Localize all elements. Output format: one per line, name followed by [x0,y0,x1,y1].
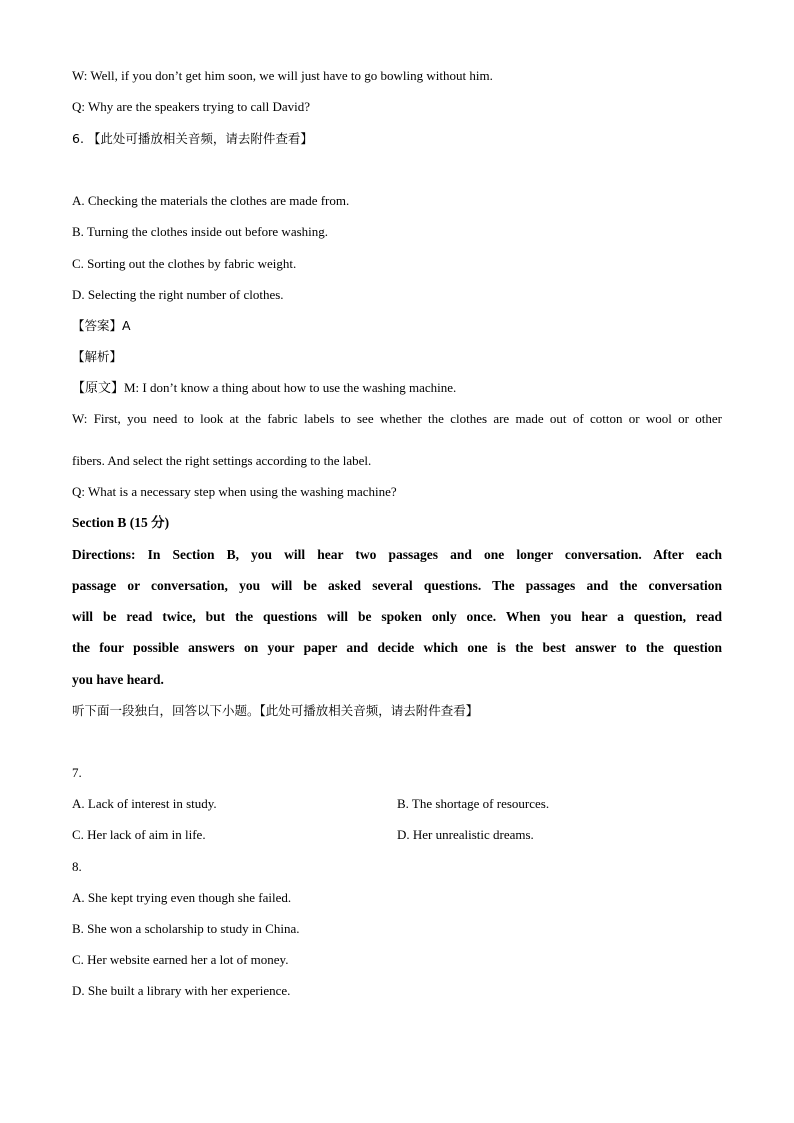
question-7-number: 7. [72,765,82,780]
directions-line-5: you have heard. [72,672,164,687]
q8-option-b: B. She won a scholarship to study in China. [72,921,300,936]
answer-label: 【答案】A [72,318,131,333]
analysis-label: 【解析】 [72,349,123,364]
question-6-header: 6. 【此处可播放相关音频，请去附件查看】 [72,131,313,146]
directions-line-4: the four possible answers on your paper and decide which one is the best answer to the question [72,640,722,655]
q6-option-b: B. Turning the clothes inside out before washing. [72,224,329,239]
directions-line-2: passage or conversation, you will be asked several questions. The passages and the conversation [72,578,722,593]
question-8-number: 8. [72,859,82,874]
q8-option-d: D. She built a library with her experience. [72,983,291,998]
section-b-title: Section B (15 分) [72,515,170,530]
q7-option-a: A. Lack of interest in study. [72,796,217,811]
dialogue-line: W: Well, if you don’t get him soon, we will just have to go bowling without him. [72,68,493,83]
directions-line-3: will be read twice, but the questions will be spoken only once. When you hear a question, read [72,609,722,624]
directions-line-1: Directions: In Section B, you will hear two passages and one longer conversation. After each [72,547,722,562]
original-text-line: 【原文】M: I don’t know a thing about how to use the washing machine. [72,380,457,395]
q8-option-a: A. She kept trying even though she failed. [72,890,292,905]
question-line: Q: Why are the speakers trying to call David? [72,99,311,114]
q7-option-d: D. Her unrealistic dreams. [397,827,534,842]
dialogue-line-w-cont: fibers. And select the right settings according to the label. [72,453,372,468]
q7-option-b: B. The shortage of resources. [397,796,550,811]
q6-option-d: D. Selecting the right number of clothes. [72,287,284,302]
q6-option-c: C. Sorting out the clothes by fabric weight. [72,256,297,271]
listening-instruction: 听下面一段独白，回答以下小题。【此处可播放相关音频，请去附件查看】 [72,703,479,718]
dialogue-line-w: W: First, you need to look at the fabric labels to see whether the clothes are made out of cotton or wool or other [72,411,722,426]
q8-option-c: C. Her website earned her a lot of money. [72,952,289,967]
q7-option-c: C. Her lack of aim in life. [72,827,206,842]
question-line-2: Q: What is a necessary step when using the washing machine? [72,484,397,499]
q6-option-a: A. Checking the materials the clothes are made from. [72,193,350,208]
